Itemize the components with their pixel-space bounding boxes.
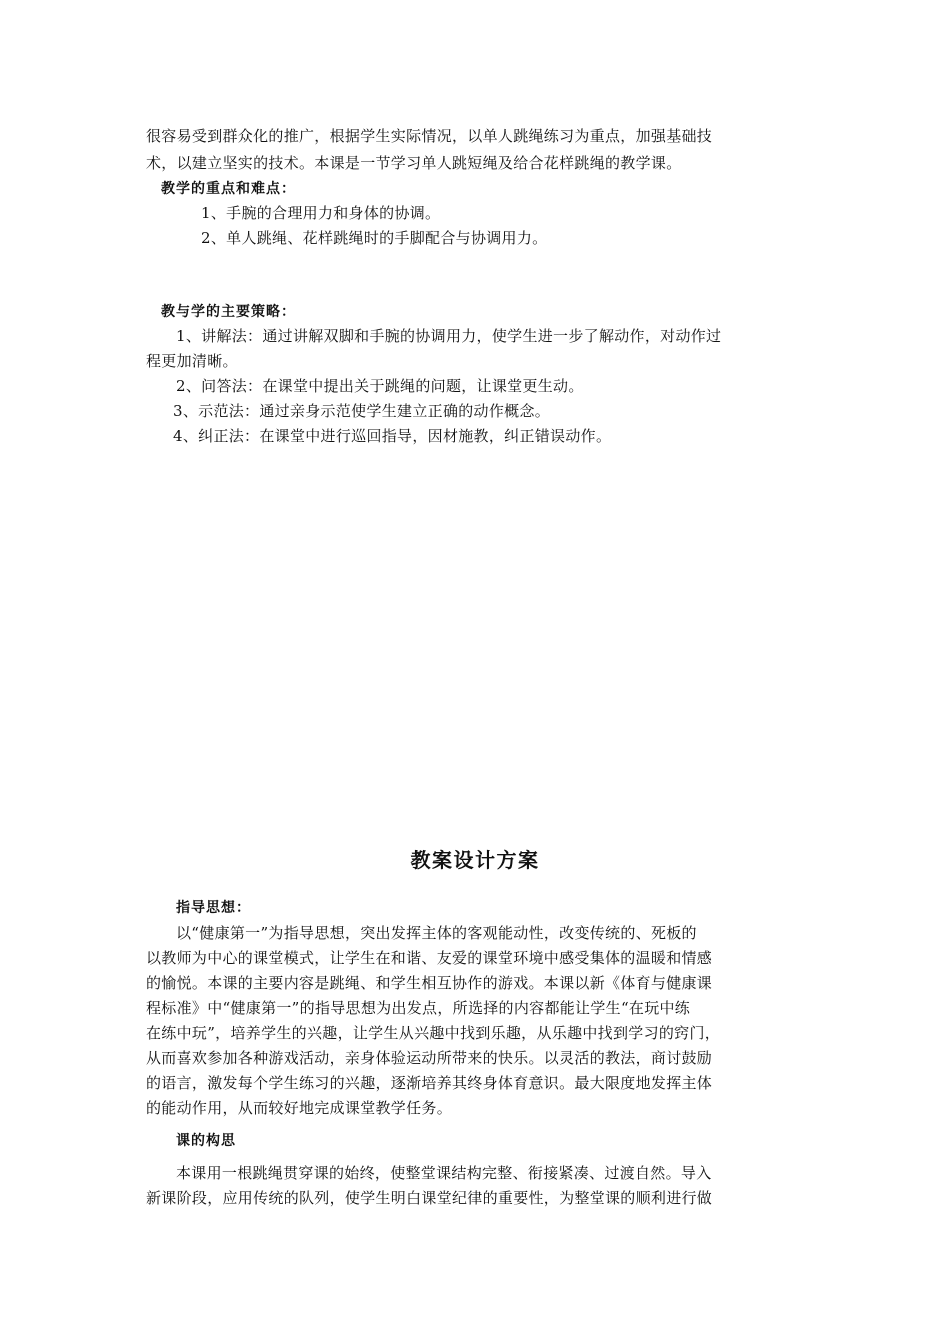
guiding-line-7: 的语言，激发每个学生练习的兴趣，逐渐培养其终身体育意识。最大限度地发挥主体 <box>146 1074 713 1092</box>
guiding-line-6: 从而喜欢参加各种游戏活动，亲身体验运动所带来的快乐。以灵活的教法，商讨鼓励 <box>146 1049 713 1067</box>
guiding-line-3: 的愉悦。本课的主要内容是跳绳、和学生相互协作的游戏。本课以新《体育与健康课 <box>146 974 713 992</box>
guiding-line-4: 程标准》中“健康第一”的指导思想为出发点，所选择的内容都能让学生“在玩中练 <box>146 999 691 1017</box>
guiding-line-8: 的能动作用，从而较好地完成课堂教学任务。 <box>146 1099 453 1117</box>
guiding-line-2: 以教师为中心的课堂模式，让学生在和谐、友爱的课堂环境中感受集体的温暖和情感 <box>146 949 713 967</box>
intro-line-1: 很容易受到群众化的推广，根据学生实际情况，以单人跳绳练习为重点，加强基础技 <box>146 127 713 145</box>
guiding-heading: 指导思想： <box>176 900 251 916</box>
guiding-line-5: 在练中玩”，培养学生的兴趣，让学生从兴趣中找到乐趣，从乐趣中找到学习的窍门， <box>146 1024 721 1042</box>
concept-line-2: 新课阶段，应用传统的队列，使学生明白课堂纪律的重要性，为整堂课的顺利进行做 <box>146 1189 713 1207</box>
intro-line-2: 术，以建立坚实的技术。本课是一节学习单人跳短绳及给合花样跳绳的教学课。 <box>146 154 682 172</box>
key-point-2: 2、单人跳绳、花样跳绳时的手脚配合与协调用力。 <box>201 229 548 247</box>
concept-line-1: 本课用一根跳绳贯穿课的始终，使整堂课结构完整、衔接紧凑、过渡自然。导入 <box>176 1164 712 1182</box>
strategies-heading: 教与学的主要策略： <box>161 304 296 320</box>
strategy-line-3: 2、问答法：在课堂中提出关于跳绳的问题，让课堂更生动。 <box>176 377 584 395</box>
guiding-line-1: 以“健康第一”为指导思想，突出发挥主体的客观能动性，改变传统的、死板的 <box>176 924 697 942</box>
key-point-1: 1、手腕的合理用力和身体的协调。 <box>201 204 441 222</box>
document-title: 教案设计方案 <box>410 848 540 872</box>
strategy-line-2: 程更加清晰。 <box>146 352 238 370</box>
concept-heading: 课的构思 <box>176 1133 236 1149</box>
key-points-heading: 教学的重点和难点： <box>161 181 296 197</box>
strategy-line-4: 3、示范法：通过亲身示范使学生建立正确的动作概念。 <box>173 402 551 420</box>
strategy-line-5: 4、纠正法：在课堂中进行巡回指导，因材施教，纠正错误动作。 <box>173 427 612 445</box>
strategy-line-1: 1、讲解法：通过讲解双脚和手腕的协调用力，使学生进一步了解动作，对动作过 <box>176 327 722 345</box>
